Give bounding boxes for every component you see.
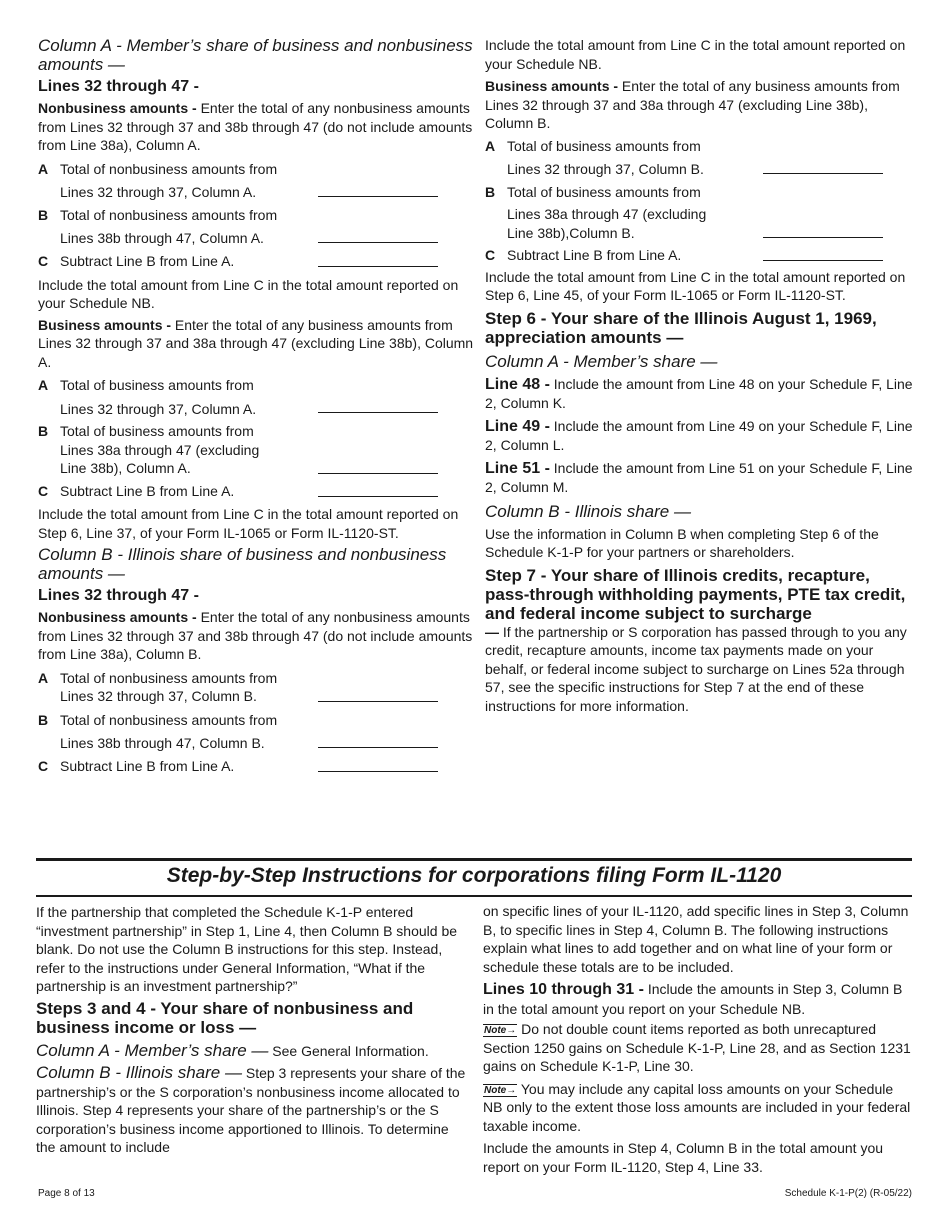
- col-b-text: Step 3 represents your share of the partnership’s or the S corporation’s nonbusiness income allocated to Illinois. Step 4 represents your share of the partnership’s or the S corporation’s business income apportioned to Illinois. To determine the amount to include: [36, 1065, 466, 1155]
- line-letter: C: [38, 757, 49, 774]
- col-a-text: See General Information.: [272, 1042, 429, 1059]
- line48-paragraph: [485, 375, 915, 413]
- step7-heading: Step 7 - Your share of Illinois credits, recapture, pass-through withholding payments, PTE tax credit, and federal income subject to surcharge: [485, 565, 906, 623]
- col-a-paragraph: [36, 1041, 466, 1061]
- answer-blank[interactable]: [318, 473, 438, 474]
- include-paragraph: Include the total amount from Line C in the total amount reported on Step 6, Line 37, of your Form IL-1065 or Form IL-1120-ST.: [38, 506, 459, 541]
- line-c: [38, 757, 474, 777]
- line-c: [38, 252, 474, 272]
- intro-paragraph: If the partnership that completed the Schedule K-1-P entered “investment partnership” in Step 1, Line 4, then Column B should be blank. Do not use the Column B instructions for this step. Instead, refer to the instructions under General Information, “What if the partnership is an investment partnership?”: [36, 904, 458, 994]
- line-text: Lines 32 through 37, Column B.: [60, 688, 257, 704]
- line-c: [485, 246, 915, 266]
- col-b-label: Column B - Illinois share —: [36, 1063, 242, 1082]
- line51-label: Line 51 -: [485, 459, 550, 477]
- line-letter: A: [38, 377, 49, 393]
- note-icon: Note→: [484, 1084, 517, 1096]
- nonbusiness-label: Nonbusiness amounts -: [38, 100, 197, 116]
- line-text: Subtract Line B from Line A.: [60, 252, 235, 269]
- col-b-heading: Column B - Illinois share —: [485, 501, 691, 521]
- line-text: Lines 38a through 47 (excluding: [507, 206, 707, 222]
- col-b-heading: Column B - Illinois share of business and nonbusiness amounts —: [38, 545, 447, 583]
- line-text: Total of business amounts from: [60, 423, 254, 439]
- line-text: Subtract Line B from Line A.: [507, 246, 682, 263]
- line-text: Lines 38a through 47 (excluding: [60, 441, 260, 458]
- step7-dash: —: [485, 623, 499, 640]
- include-paragraph: Include the total amount from Line C in the total amount reported on your Schedule NB.: [38, 276, 459, 311]
- section-banner-title: Step-by-Step Instructions for corporations filing Form IL-1120: [166, 864, 782, 887]
- col-a-label: Column A - Member’s share —: [36, 1040, 269, 1060]
- lines-heading: Lines 32 through 47 -: [38, 78, 199, 95]
- line-a: [38, 160, 474, 202]
- line-c: [38, 482, 474, 502]
- business-text: Enter the total of any business amounts from Lines 32 through 37 and 38a through 47 (excluding Line 38b), Column A.: [38, 316, 474, 370]
- answer-blank[interactable]: [318, 196, 438, 197]
- include-paragraph: Include the total amount from Line C in the total amount reported on your Schedule NB.: [485, 37, 906, 72]
- business-paragraph: [485, 77, 915, 133]
- line-text: Total of nonbusiness amounts from: [60, 206, 278, 223]
- line-text: Lines 38b through 47, Column B.: [60, 735, 265, 751]
- banner-top-rule: [36, 858, 912, 861]
- line51-paragraph: [485, 459, 915, 497]
- line49-paragraph: [485, 417, 915, 455]
- col-a-heading: Column A - Member’s share of business and nonbusiness amounts —: [38, 36, 473, 74]
- line51-text: Include the amount from Line 51 on your Schedule F, Line 2, Column M.: [485, 459, 913, 495]
- step7-paragraph: [485, 623, 915, 716]
- answer-blank[interactable]: [318, 771, 438, 772]
- line-a: [38, 376, 474, 418]
- line49-text: Include the amount from Line 49 on your Schedule F, Line 2, Column L.: [485, 417, 913, 453]
- col-a-heading: Column A - Member’s share —: [485, 351, 718, 371]
- line49-label: Line 49 -: [485, 417, 550, 435]
- include-paragraph: Include the amounts in Step 4, Column B in the total amount you report on your Form IL-1120, Step 4, Line 33.: [483, 1140, 884, 1175]
- line-letter: C: [485, 246, 496, 263]
- line-b: [38, 422, 474, 478]
- answer-blank[interactable]: [318, 242, 438, 243]
- answer-blank[interactable]: [763, 173, 883, 174]
- line-letter: A: [38, 669, 49, 686]
- line-text: Total of nonbusiness amounts from: [60, 160, 278, 177]
- include-paragraph: Include the total amount from Line C in the total amount reported on Step 6, Line 45, of your Form IL-1065 or Form IL-1120-ST.: [485, 268, 906, 303]
- form-id: Schedule K-1-P(2) (R-05/22): [784, 1188, 912, 1199]
- col-b-text: Use the information in Column B when completing Step 6 of the Schedule K-1-P for your partners or shareholders.: [485, 525, 879, 560]
- line-letter: A: [485, 137, 496, 154]
- page-number: Page 8 of 13: [38, 1188, 95, 1199]
- answer-blank[interactable]: [763, 237, 883, 238]
- line-text: Lines 32 through 37, Column B.: [507, 161, 704, 177]
- line-letter: C: [38, 252, 49, 269]
- continued-paragraph: on specific lines of your IL-1120, add specific lines in Step 3, Column B, to specific lines in Step 4, Column B. The following instructions explain what lines to add together and on what line of your form or schedule these totals are to be included.: [483, 903, 909, 975]
- answer-blank[interactable]: [318, 747, 438, 748]
- business-label: Business amounts -: [38, 316, 172, 333]
- answer-blank[interactable]: [318, 266, 438, 267]
- business-paragraph: [38, 316, 474, 372]
- nonbusiness-paragraph: [38, 608, 474, 664]
- line-text: Total of business amounts from: [507, 137, 701, 154]
- business-text: Enter the total of any business amounts from Lines 32 through 37 and 38a through 47 (excluding Line 38b), Column B.: [485, 78, 900, 131]
- line-text: Line 38b), Column A.: [60, 460, 191, 476]
- banner-bottom-rule: [36, 895, 912, 897]
- line-letter: B: [485, 183, 496, 200]
- line-text: Total of business amounts from: [507, 183, 701, 200]
- answer-blank[interactable]: [318, 701, 438, 702]
- note-icon: Note→: [484, 1025, 517, 1036]
- answer-blank[interactable]: [763, 260, 883, 261]
- line-text: Line 38b),Column B.: [507, 224, 635, 241]
- line-text: Lines 32 through 37, Column A.: [60, 400, 257, 417]
- lines-text: Include the amounts in Step 3, Column B in the total amount you report on your Schedule NB.: [483, 981, 903, 1017]
- nonbusiness-text: Enter the total of any nonbusiness amounts from Lines 32 through 37 and 38b through 47 (do not include amounts from Line 38a), Column A.: [38, 100, 473, 153]
- line-letter: B: [38, 206, 49, 223]
- line-text: Total of nonbusiness amounts from: [60, 711, 278, 728]
- answer-blank[interactable]: [318, 496, 438, 497]
- line48-label: Line 48 -: [485, 375, 550, 393]
- bottom-left-column: [36, 903, 466, 1157]
- line-text: Lines 32 through 37, Column A.: [60, 184, 257, 200]
- line-text: Lines 38b through 47, Column A.: [60, 230, 264, 246]
- note-text: You may include any capital loss amounts on your Schedule NB only to the extent those loss amounts are included in your federal taxable income.: [483, 1080, 911, 1134]
- step6-heading: Step 6 - Your share of the Illinois August 1, 1969, appreciation amounts —: [485, 308, 877, 347]
- note-paragraph: [483, 1080, 915, 1136]
- line-b: [485, 183, 915, 243]
- line-letter: B: [38, 711, 49, 728]
- nonbusiness-paragraph: [38, 99, 474, 155]
- business-label: Business amounts -: [485, 78, 619, 94]
- nonbusiness-text: Enter the total of any nonbusiness amounts from Lines 32 through 37 and 38b through 47 (do not include amounts from Line 38a), Column B.: [38, 609, 473, 662]
- line-text: Total of nonbusiness amounts from: [60, 669, 278, 686]
- lines-heading: Lines 32 through 47 -: [38, 587, 199, 604]
- answer-blank[interactable]: [318, 412, 438, 413]
- line-letter: A: [38, 160, 49, 177]
- line-letter: B: [38, 423, 49, 439]
- col-b-paragraph: [36, 1063, 466, 1157]
- left-column: [38, 36, 474, 777]
- step7-text: If the partnership or S corporation has passed through to you any credit, recapture amounts, income tax payments made on your behalf, or federal income subject to surcharge on Lines 52a through 57, see the specific instructions for Step 7 at the end of these instructions for more information.: [485, 623, 907, 714]
- line-letter: C: [38, 483, 49, 499]
- steps-3-4-heading: Steps 3 and 4 - Your share of nonbusiness and business income or loss —: [36, 998, 414, 1037]
- line-text: Subtract Line B from Line A.: [60, 757, 235, 774]
- lines-10-31-paragraph: [483, 980, 915, 1018]
- nonbusiness-label: Nonbusiness amounts -: [38, 609, 197, 625]
- line-a: [38, 669, 474, 707]
- right-column: [485, 36, 915, 715]
- line-text: Subtract Line B from Line A.: [60, 483, 235, 499]
- note-text: Do not double count items reported as both unrecaptured Section 1250 gains on Schedule K-1-P, Line 28, and as Section 1231 gains on Schedule K-1-P, Line 30.: [483, 1021, 911, 1074]
- lines-label: Lines 10 through 31 -: [483, 981, 644, 998]
- line-text: Total of business amounts from: [60, 377, 254, 393]
- line48-text: Include the amount from Line 48 on your Schedule F, Line 2, Column K.: [485, 375, 913, 411]
- line-b: [38, 711, 474, 753]
- note-paragraph: [483, 1020, 915, 1076]
- line-b: [38, 206, 474, 248]
- bottom-right-column: [483, 902, 915, 1176]
- line-a: [485, 137, 915, 179]
